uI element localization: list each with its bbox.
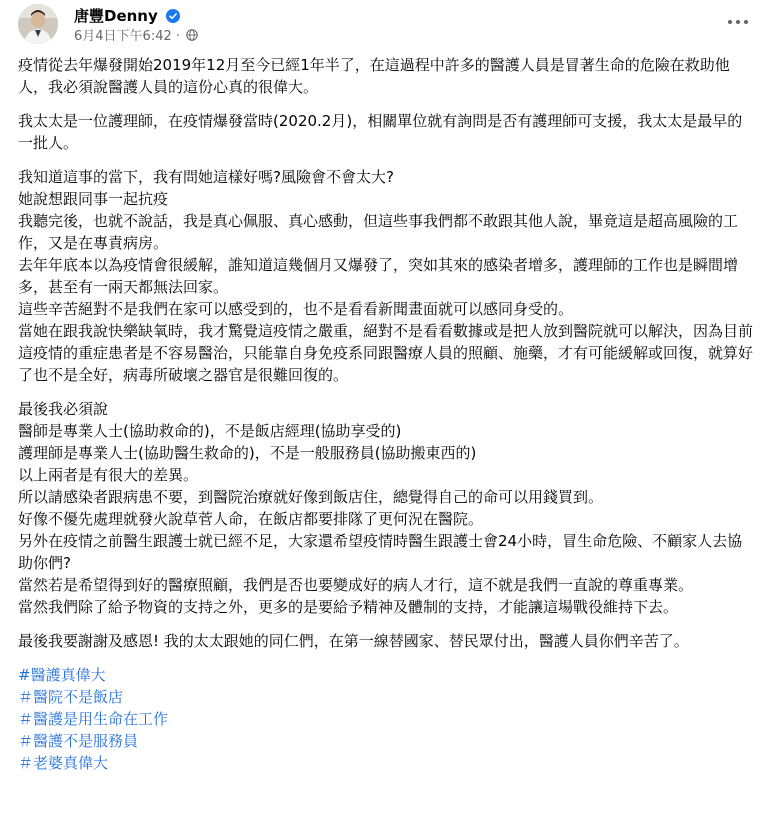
post-meta [74,28,198,46]
paragraph-intro [18,54,754,98]
post-timestamp[interactable]: 6月4日下午6:42 [74,29,172,44]
paragraph-wife [18,110,754,154]
public-globe-icon[interactable] [186,29,198,41]
post-header [18,4,758,50]
author-avatar[interactable] [18,4,58,44]
text-line: 當然若是希望得到好的醫療照顧，我們是否也要變成好的病人才行，這不就是我們一直說的尊重專業。 [18,576,694,594]
author-name-text[interactable]: 唐豐Denny [74,7,158,25]
text-line: 醫師是專業人士(協助救命的)，不是飯店經理(協助享受的) [18,422,402,440]
text-line: 這些辛苦絕對不是我們在家可以感受到的，也不是看看新聞畫面就可以感同身受的。 [18,300,574,318]
verified-badge-icon [166,9,180,23]
meta-separator: · [171,29,185,44]
post-body [18,54,754,774]
text-line: 以上兩者是有很大的差異。 [18,466,199,484]
text-line: 我太太是一位護理師，在疫情爆發當時(2020.2月)，相關單位就有詢問是否有護理師可支援，我太太是最早的一批人。 [18,112,743,152]
text-line: 我聽完後，也就不說話，我是真心佩服、真心感動，但這些事我們都不敢跟其他人說，畢竟這是超高風險的工作，又是在專責病房。 [18,212,739,252]
text-line: 好像不優先處理就發火說草菅人命，在飯店都要排隊了更何況在醫院。 [18,510,484,528]
hashtag-link[interactable]: #醫護真偉大 [18,666,106,684]
paragraph-thanks [18,630,754,652]
text-line: 當然我們除了給予物資的支持之外，更多的是要給予精神及體制的支持，才能讓這場戰役維持下去。 [18,598,679,616]
text-line: 最後我要謝謝及感恩! 我的太太跟她的同仁們，在第一線替國家、替民眾付出，醫護人員你們辛苦了。 [18,632,689,650]
more-options-icon [728,20,732,24]
hashtag-link[interactable]: ＃醫院不是飯店 [18,688,124,706]
hashtag-list [18,664,754,774]
paragraph-story [18,166,754,386]
text-line: 護理師是專業人士(協助醫生救命的)，不是一般服務員(協助搬東西的) [18,444,477,462]
text-line: 我知道這事的當下，我有問她這樣好嗎?風險會不會太大? [18,168,394,186]
more-dot [744,20,748,24]
text-line: 去年年底本以為疫情會很緩解，誰知道這幾個月又爆發了，突如其來的感染者增多，護理師的工作也是瞬間增多，甚至有一兩天都無法回家。 [18,256,739,296]
hashtag-link[interactable]: ＃醫護不是服務員 [18,732,139,750]
hashtag-link[interactable]: ＃老婆真偉大 [18,754,109,772]
text-line: 當她在跟我說快樂缺氧時，我才驚覺這疫情之嚴重，絕對不是看看數據或是把人放到醫院就可以解決，因為目前這疫情的重症患者是不容易醫治，只能靠自身免疫系同跟醫療人員的照顧、施藥，才有可能緩解或回復，就算好了也不是全好，病毒所破壞之器官是很難回復的。 [18,322,754,384]
more-options-button[interactable] [720,4,756,40]
text-line: 她說想跟同事一起抗疫 [18,190,169,208]
more-dot [736,20,740,24]
text-line: 所以請感染者跟病患不要，到醫院治療就好像到飯店住，總覺得自己的命可以用錢買到。 [18,488,604,506]
text-line: 另外在疫情之前醫生跟護士就已經不足，大家還希望疫情時醫生跟護士會24小時，冒生命危險、不顧家人去協助你們? [18,532,743,572]
author-name[interactable] [74,6,180,26]
text-line: 最後我必須說 [18,400,109,418]
text-line: 疫情從去年爆發開始2019年12月至今已經1年半了，在這過程中許多的醫護人員是冒著生命的危險在救助他人，我必須說醫護人員的這份心真的很偉大。 [18,56,730,96]
paragraph-conclusion [18,398,754,618]
avatar-image [18,4,58,44]
hashtag-link[interactable]: ＃醫護是用生命在工作 [18,710,169,728]
